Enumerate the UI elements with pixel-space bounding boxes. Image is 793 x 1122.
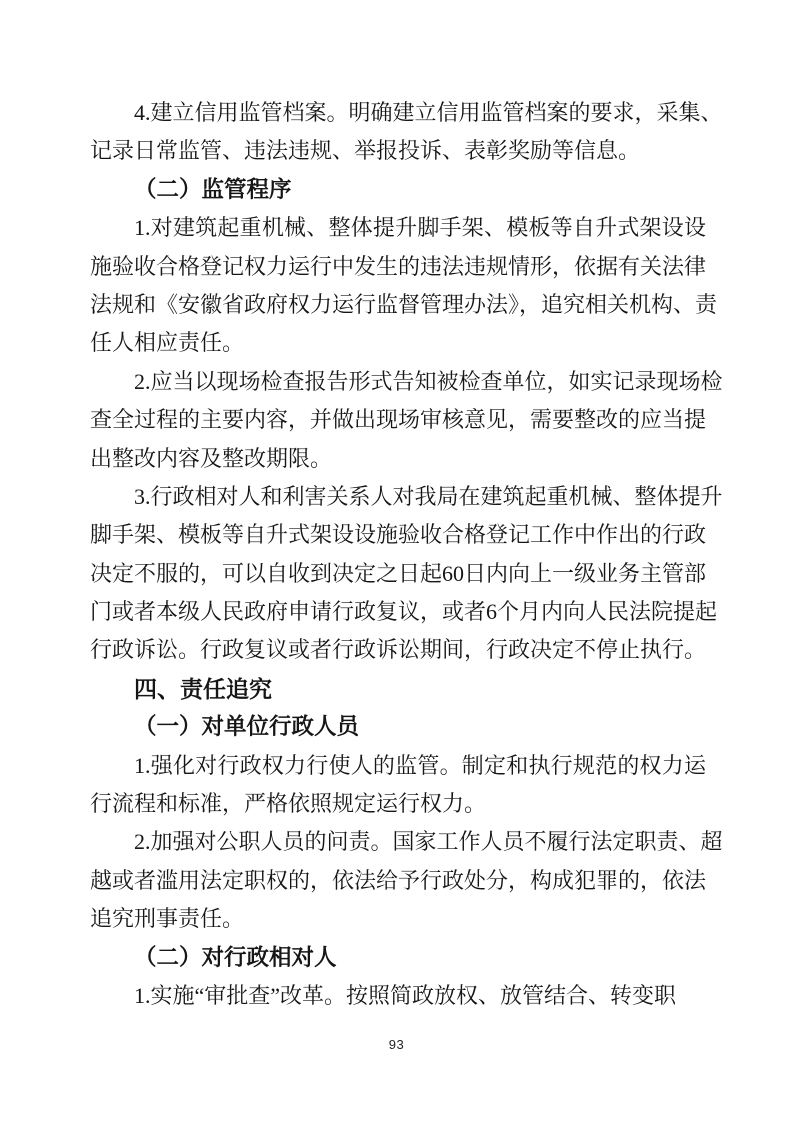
text-line: 四、责任追究 bbox=[134, 675, 272, 702]
text-line: 脚手架、模板等自升式架设设施验收合格登记工作中作出的行政 bbox=[90, 522, 707, 548]
text-line: 行政诉讼。行政复议或者行政诉讼期间，行政决定不停止执行。 bbox=[90, 637, 707, 663]
document-content bbox=[90, 94, 723, 1015]
text-line: 门或者本级人民政府申请行政复议，或者6个月内向人民法院提起 bbox=[90, 599, 718, 625]
text-line: 2.应当以现场检查报告形式告知被检查单位，如实记录现场检 bbox=[134, 368, 723, 394]
text-line: （二）监管程序 bbox=[134, 176, 292, 202]
page-footer bbox=[0, 1036, 793, 1054]
text-line: （二）对行政相对人 bbox=[134, 944, 337, 970]
text-line: 行流程和标准，严格依照规定运行权力。 bbox=[90, 791, 487, 817]
heading-responsibility-pursuit bbox=[90, 670, 706, 708]
text-line: 1.对建筑起重机械、整体提升脚手架、模板等自升式架设设 bbox=[134, 215, 706, 241]
text-line: 法规和《安徽省政府权力运行监督管理办法》，追究相关机构、责 bbox=[90, 291, 718, 317]
text-line: 任人相应责任。 bbox=[90, 330, 245, 356]
text-line: 决定不服的，可以自收到决定之日起60日内向上一级业务主管部 bbox=[90, 560, 707, 586]
paragraph-reform bbox=[90, 977, 706, 1015]
paragraph-public-official-accountability bbox=[90, 823, 723, 938]
text-line: 4.建立信用监管档案。明确建立信用监管档案的要求，采集、 bbox=[134, 100, 723, 125]
text-line: 2.加强对公职人员的问责。国家工作人员不履行法定职责、超 bbox=[134, 829, 723, 855]
text-line: 1.实施“审批查”改革。按照简政放权、放管结合、转变职 bbox=[134, 982, 677, 1008]
paragraph-inspection-report bbox=[90, 363, 723, 478]
text-line: 3.行政相对人和利害关系人对我局在建筑起重机械、整体提升 bbox=[134, 483, 723, 509]
paragraph-violation-accountability bbox=[90, 209, 718, 363]
paragraph-credit-archive bbox=[90, 94, 723, 171]
heading-unit-administrative-staff bbox=[90, 708, 706, 746]
text-line: （一）对单位行政人员 bbox=[134, 714, 360, 740]
text-line: 1.强化对行政权力行使人的监管。制定和执行规范的权力运 bbox=[134, 752, 706, 778]
text-line: 出整改内容及整改期限。 bbox=[90, 445, 333, 471]
heading-supervision-procedure bbox=[90, 171, 706, 209]
paragraph-power-supervision bbox=[90, 747, 706, 824]
text-line: 施验收合格登记权力运行中发生的违法违规情形，依据有关法律 bbox=[90, 253, 707, 279]
heading-administrative-counterpart bbox=[90, 939, 706, 977]
paragraph-administrative-review bbox=[90, 478, 723, 670]
text-line: 追究刑事责任。 bbox=[90, 906, 245, 932]
page-number: 93 bbox=[388, 1037, 405, 1052]
text-line: 查全过程的主要内容，并做出现场审核意见，需要整改的应当提 bbox=[90, 407, 707, 433]
text-line: 越或者滥用法定职权的，依法给予行政处分，构成犯罪的，依法 bbox=[90, 867, 707, 893]
text-line: 记录日常监管、违法违规、举报投诉、表彰奖励等信息。 bbox=[90, 138, 641, 164]
